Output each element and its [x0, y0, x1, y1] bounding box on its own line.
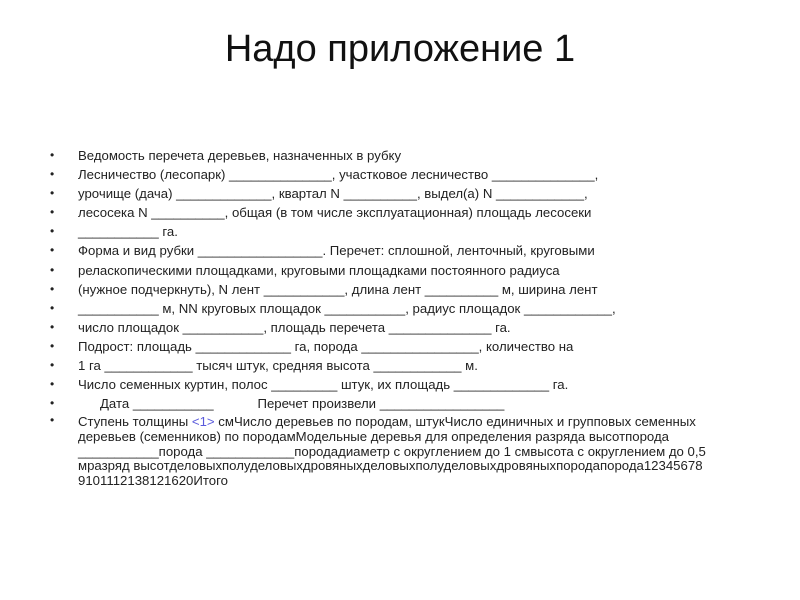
- bullet-line: • Ведомость перечета деревьев, назначенных в рубку: [50, 146, 750, 165]
- bullet-line: • ___________ га.: [50, 222, 750, 241]
- bullet-line: • Число семенных куртин, полос _________ штук, их площадь _____________ га.: [50, 375, 750, 394]
- table-text-start: Ступень толщины: [78, 414, 192, 430]
- bullet-line: • Дата ___________ Перечет произвели _________________: [50, 394, 750, 413]
- bullet-line: • Лесничество (лесопарк) ______________, участковое лесничество ______________,: [50, 165, 750, 184]
- bullet-line-table-text: [50, 413, 750, 488]
- bullet-line: • Подрост: площадь _____________ га, порода ________________, количество на: [50, 337, 750, 356]
- bullet-list: [50, 146, 750, 488]
- bullet-line: • реласкопическими площадками, круговыми площадками постоянного радиуса: [50, 261, 750, 280]
- bullet-line: • Форма и вид рубки _________________. Перечет: сплошной, ленточный, круговыми: [50, 241, 750, 260]
- table-text-rest: смЧисло деревьев по породам, штукЧисло единичных и групповых семенных деревьев (семенников) по породамМодельные деревья для определения разряда высотпорода ___________порода ____________породадиаметр с округлением до 1 смвысота с округлением до 0,5 мразряд высотделовыхполуделовыхдровяныхделовыхполуделовыхдровяныхпородапорода12345678 9101112138121620Итого: [78, 414, 706, 488]
- bullet-line: • число площадок ___________, площадь перечета ______________ га.: [50, 318, 750, 337]
- bullet-line: • урочище (дача) _____________, квартал N __________, выдел(а) N ____________,: [50, 184, 750, 203]
- highlighted-step: <1>: [191, 414, 215, 430]
- bullet-line: • ___________ м, NN круговых площадок ___________, радиус площадок ____________,: [50, 299, 750, 318]
- slide-title: Надо приложение 1: [224, 28, 576, 70]
- bullet-line: • (нужное подчеркнуть), N лент ___________, длина лент __________ м, ширина лент: [50, 280, 750, 299]
- bullet-line: • 1 га ____________ тысяч штук, средняя высота ____________ м.: [50, 356, 750, 375]
- bullet-line: • лесосека N __________, общая (в том числе эксплуатационная) площадь лесосеки: [50, 203, 750, 222]
